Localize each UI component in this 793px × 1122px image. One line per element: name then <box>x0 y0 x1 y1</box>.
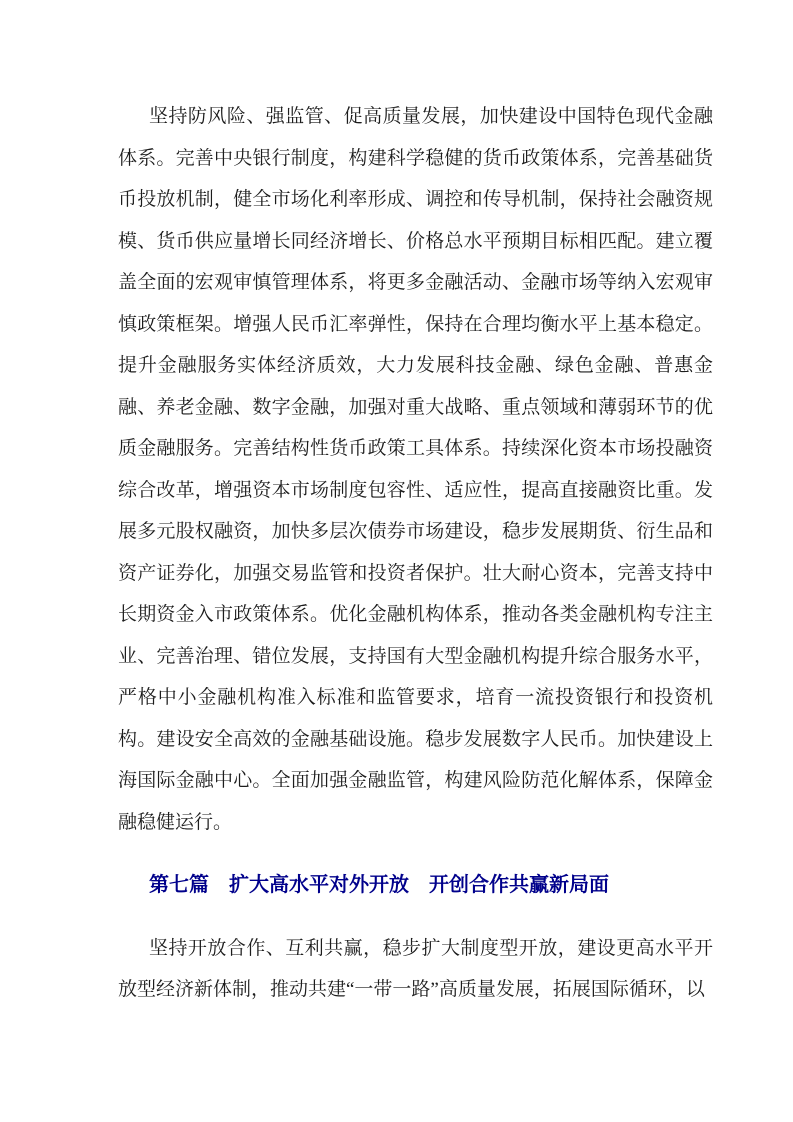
document-content <box>118 96 713 1011</box>
paragraph-financial-system: 坚持防风险、强监管、促高质量发展，加快建设中国特色现代金融体系。完善中央银行制度，构建科学稳健的货币政策体系，完善基础货币投放机制，健全市场化利率形成、调控和传导机制，保持社会融资规模、货币供应量增长同经济增长、价格总水平预期目标相匹配。建立覆盖全面的宏观审慎管理体系，将更多金融活动、金融市场等纳入宏观审慎政策框架。增强人民币汇率弹性，保持在合理均衡水平上基本稳定。提升金融服务实体经济质效，大力发展科技金融、绿色金融、普惠金融、养老金融、数字金融，加强对重大战略、重点领域和薄弱环节的优质金融服务。完善结构性货币政策工具体系。持续深化资本市场投融资综合改革，增强资本市场制度包容性、适应性，提高直接融资比重。发展多元股权融资，加快多层次债券市场建设，稳步发展期货、衍生品和资产证券化，加强交易监管和投资者保护。壮大耐心资本，完善支持中长期资金入市政策体系。优化金融机构体系，推动各类金融机构专注主业、完善治理、错位发展，支持国有大型金融机构提升综合服务水平，严格中小金融机构准入标准和监管要求，培育一流投资银行和投资机构。建设安全高效的金融基础设施。稳步发展数字人民币。加快建设上海国际金融中心。全面加强金融监管，构建风险防范化解体系，保障金融稳健运行。 <box>118 106 713 833</box>
section-heading-part-seven: 第七篇 扩大高水平对外开放 开创合作共赢新局面 <box>149 874 609 896</box>
paragraph-opening-up: 坚持开放合作、互利共赢，稳步扩大制度型开放，建设更高水平开放型经济新体制，推动共建“一带一路”高质量发展，拓展国际循环，以 <box>118 937 713 1000</box>
